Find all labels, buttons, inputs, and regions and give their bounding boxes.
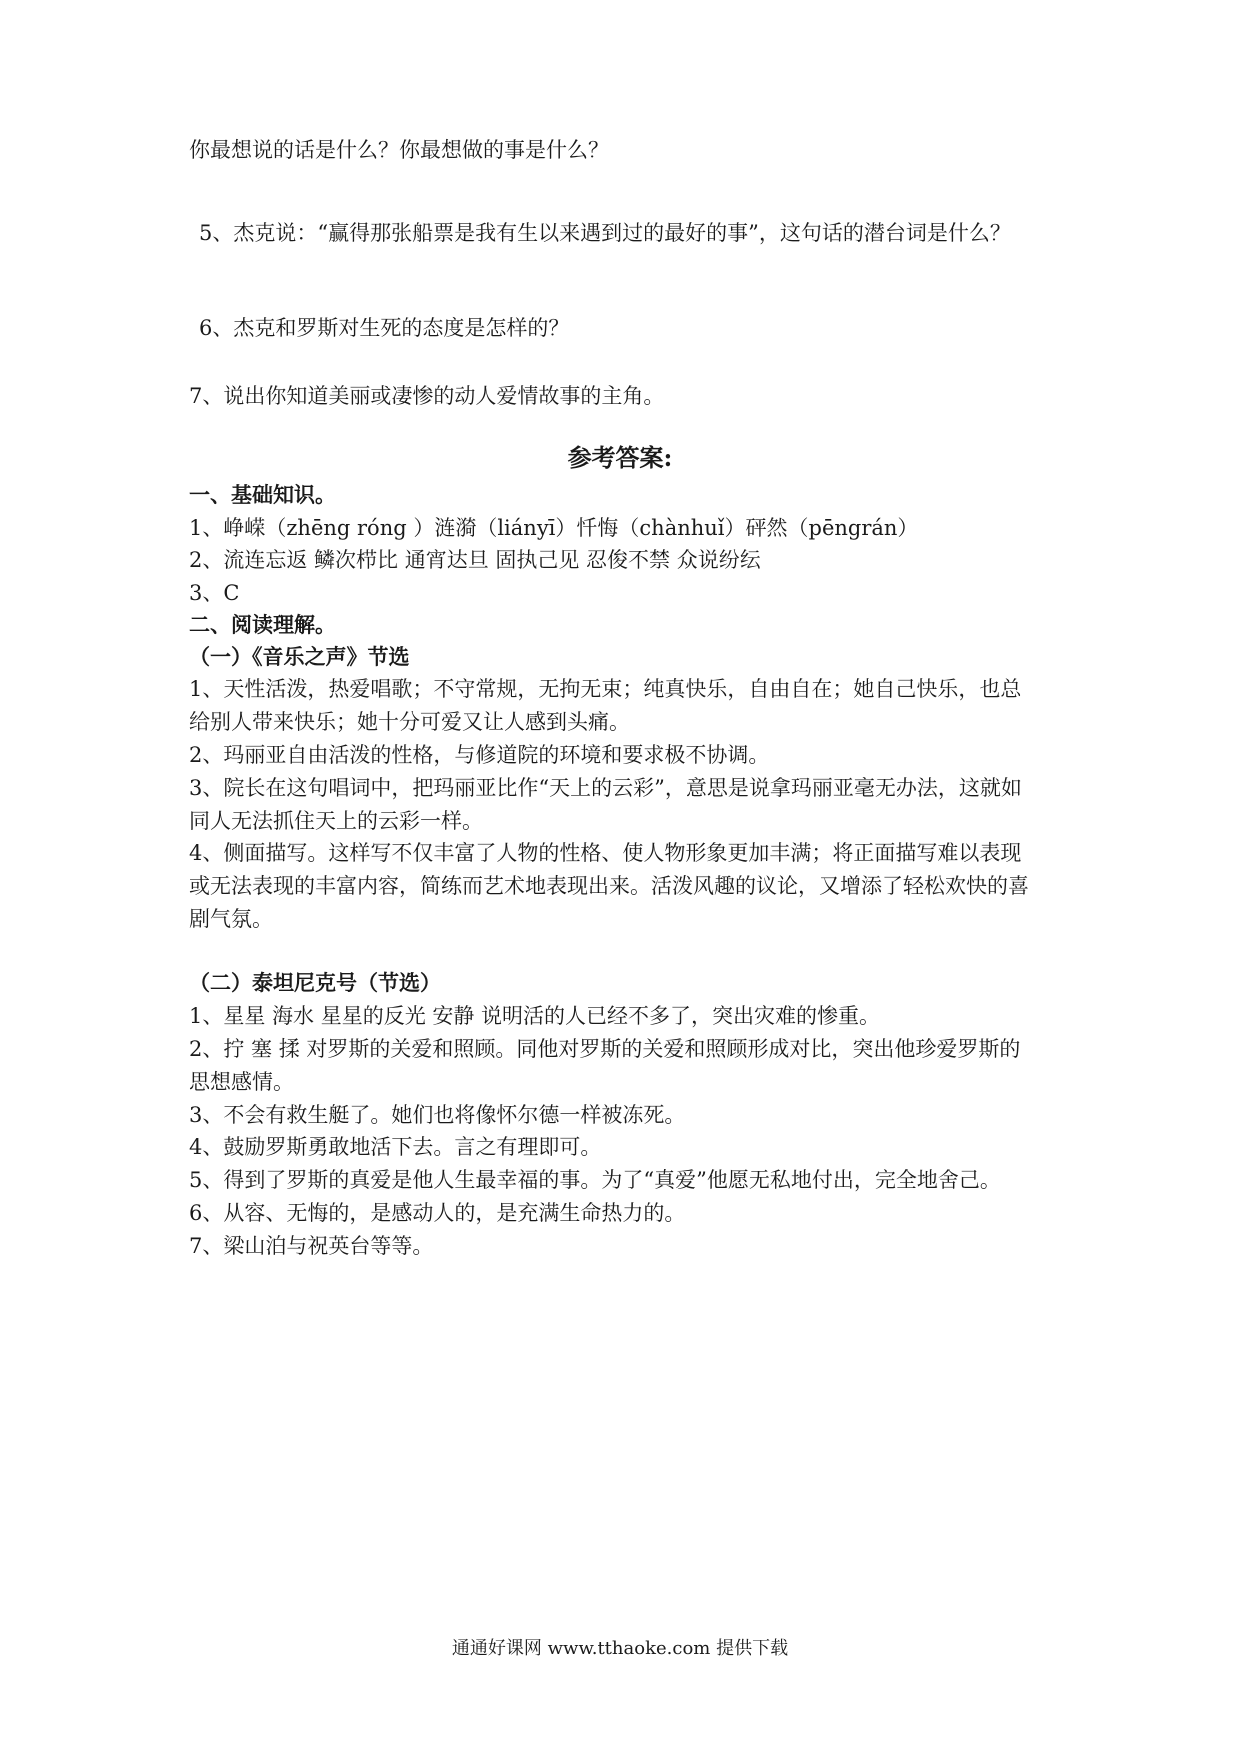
- question-5: 5、杰克说：“赢得那张船票是我有生以来遇到过的最好的事”，这句话的潜台词是什么？: [199, 221, 1011, 245]
- part1-answer-3-cont: 同人无法抓住天上的云彩一样。: [189, 809, 483, 833]
- part1-answer-2: 2、玛丽亚自由活泼的性格，与修道院的环境和要求极不协调。: [189, 743, 770, 767]
- section1-heading: 一、基础知识。: [189, 482, 336, 507]
- part2-heading: （二）泰坦尼克号（节选）: [189, 970, 441, 995]
- part2-answer-5: 5、得到了罗斯的真爱是他人生最幸福的事。为了“真爱”他愿无私地付出，完全地舍己。: [189, 1168, 1001, 1192]
- page-footer: 通通好课网 www.tthaoke.com 提供下载: [451, 1638, 789, 1659]
- answers-title: 参考答案:: [567, 443, 673, 472]
- question-6: 6、杰克和罗斯对生死的态度是怎样的？: [199, 316, 570, 340]
- part2-answer-3: 3、不会有救生艇了。她们也将像怀尔德一样被冻死。: [189, 1103, 686, 1127]
- part2-answer-7: 7、梁山泊与祝英台等等。: [189, 1234, 434, 1258]
- part1-answer-1-cont: 给别人带来快乐；她十分可爱又让人感到头痛。: [189, 710, 630, 734]
- part2-answer-6: 6、从容、无悔的，是感动人的，是充满生命热力的。: [189, 1201, 686, 1225]
- part2-answer-4: 4、鼓励罗斯勇敢地活下去。言之有理即可。: [189, 1135, 602, 1159]
- section2-heading: 二、阅读理解。: [189, 612, 336, 637]
- part2-answer-2-cont: 思想感情。: [189, 1070, 294, 1094]
- question-4-continued: 你最想说的话是什么？你最想做的事是什么？: [189, 138, 609, 162]
- sec1-answer-2: 2、流连忘返 鳞次栉比 通宵达旦 固执己见 忍俊不禁 众说纷纭: [189, 548, 761, 572]
- part1-answer-3: 3、院长在这句唱词中，把玛丽亚比作“天上的云彩”，意思是说拿玛丽亚毫无办法，这就如: [189, 776, 1022, 800]
- part1-answer-1: 1、天性活泼，热爱唱歌；不守常规，无拘无束；纯真快乐，自由自在；她自己快乐，也总: [189, 677, 1022, 701]
- part1-answer-4: 4、侧面描写。这样写不仅丰富了人物的性格、使人物形象更加丰满；将正面描写难以表现: [189, 841, 1022, 865]
- part1-answer-4-cont2: 剧气氛。: [189, 907, 273, 931]
- sec1-answer-3: 3、C: [189, 581, 240, 605]
- part1-heading: （一）《音乐之声》节选: [189, 644, 410, 669]
- sec1-answer-1: 1、峥嵘（zhēng róng ）涟漪（liányī）忏悔（chànhuǐ）砰然（pēngrán）: [189, 516, 919, 540]
- part2-answer-1: 1、星星 海水 星星的反光 安静 说明活的人已经不多了，突出灾难的惨重。: [189, 1004, 881, 1028]
- part2-answer-2: 2、拧 塞 揉 对罗斯的关爱和照顾。同他对罗斯的关爱和照顾形成对比，突出他珍爱罗斯的: [189, 1037, 1021, 1061]
- part1-answer-4-cont: 或无法表现的丰富内容，简练而艺术地表现出来。活泼风趣的议论，又增添了轻松欢快的喜: [189, 874, 1029, 898]
- question-7: 7、说出你知道美丽或凄惨的动人爱情故事的主角。: [189, 384, 665, 408]
